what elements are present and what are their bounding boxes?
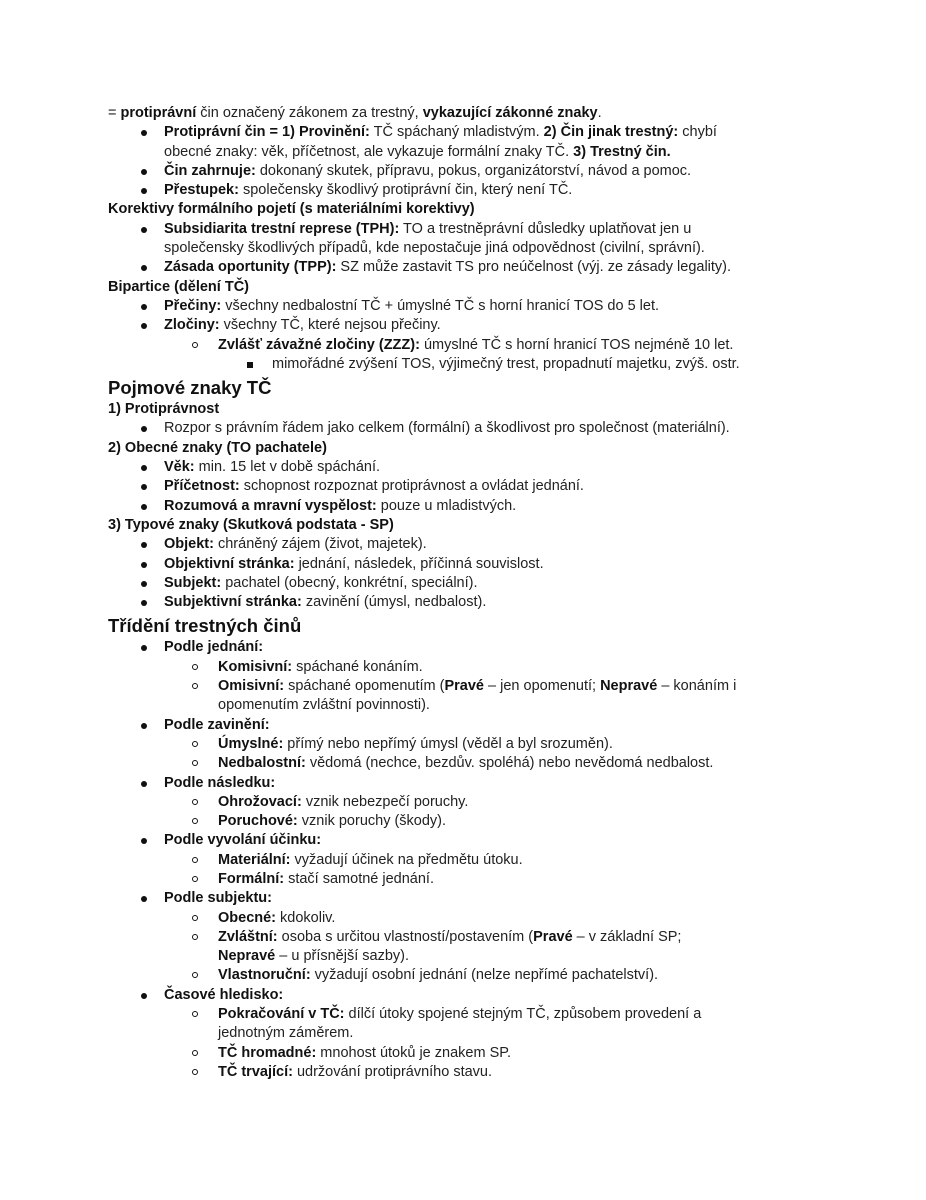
list-item xyxy=(108,458,820,477)
bold-term: Přečiny: xyxy=(164,297,222,314)
text-run: společensky škodlivých případů, kde nepostačuje jiná odpovědnost (civilní, správní). xyxy=(164,240,705,257)
text-run: spáchané konáním. xyxy=(292,658,423,675)
bold-term: Nedbalostní: xyxy=(218,755,306,772)
disc-bullet-icon xyxy=(141,993,147,999)
paragraph-line xyxy=(108,439,820,458)
bold-term: Objekt: xyxy=(164,536,214,553)
list-item-continuation xyxy=(164,239,820,258)
text-run: osoba s určitou vlastností/postavením ( xyxy=(277,928,534,945)
list-item xyxy=(108,1063,820,1082)
circle-bullet-icon xyxy=(192,741,198,747)
text-run: SZ může zastavit TS pro neúčelnost (výj. ze zásady legality). xyxy=(336,259,732,276)
bold-term: Materiální: xyxy=(218,851,291,868)
bold-term: Objektivní stránka: xyxy=(164,555,295,572)
disc-bullet-icon xyxy=(141,265,147,271)
text-run: vědomá (nechce, bezdův. spoléhá) nebo nevědomá nedbalost. xyxy=(305,755,714,772)
list-item xyxy=(108,1005,820,1044)
paragraph-line xyxy=(108,516,820,535)
list-item xyxy=(108,258,820,277)
circle-bullet-icon xyxy=(192,664,198,670)
circle-bullet-icon xyxy=(192,799,198,805)
list-item xyxy=(108,355,820,374)
disc-bullet-icon xyxy=(141,227,147,233)
text-run: dílčí útoky spojené stejným TČ, způsobem provedení a xyxy=(344,1006,702,1023)
disc-bullet-icon xyxy=(141,426,147,432)
text-run: schopnost rozpoznat protiprávnost a ovládat jednání. xyxy=(239,478,584,495)
list-item xyxy=(108,336,820,355)
list-item xyxy=(108,181,820,200)
list-item xyxy=(108,535,820,554)
circle-bullet-icon xyxy=(192,1069,198,1075)
disc-bullet-icon xyxy=(141,838,147,844)
bold-term: Rozumová a mravní vyspělost: xyxy=(164,497,377,514)
document-body xyxy=(108,104,820,1082)
text-run: vznik nebezpečí poruchy. xyxy=(301,793,469,810)
text-run: úmyslné TČ s horní hranicí TOS nejméně 10 let. xyxy=(419,336,734,353)
bold-term: Podle jednání: xyxy=(164,639,264,656)
disc-bullet-icon xyxy=(141,600,147,606)
bold-term: 1) Protiprávnost xyxy=(108,401,220,418)
bold-term: TČ hromadné: xyxy=(218,1044,317,1061)
list-item xyxy=(108,316,820,335)
circle-bullet-icon xyxy=(192,1050,198,1056)
text-run: – v základní SP; xyxy=(572,928,682,945)
list-item xyxy=(108,638,820,657)
text-run: Rozpor s právním řádem jako celkem (formální) a škodlivost pro společnost (materiální). xyxy=(164,420,730,437)
circle-bullet-icon xyxy=(192,876,198,882)
text-run: stačí samotné jednání. xyxy=(284,870,434,887)
disc-bullet-icon xyxy=(141,304,147,310)
bold-term: Úmyslné: xyxy=(218,735,284,752)
bold-term: Přestupek: xyxy=(164,182,239,199)
text-run: mimořádné zvýšení TOS, výjimečný trest, propadnutí majetku, zvýš. ostr. xyxy=(272,355,740,372)
text-run: společensky škodlivý protiprávní čin, který není TČ. xyxy=(238,182,573,199)
text-run: TČ spáchaný mladistvým. xyxy=(369,124,544,141)
bold-term: Formální: xyxy=(218,870,285,887)
text-run: = xyxy=(108,105,121,121)
disc-bullet-icon xyxy=(141,723,147,729)
bold-term: 2) Obecné znaky (TO pachatele) xyxy=(108,439,327,456)
list-item-continuation xyxy=(218,696,820,715)
list-item xyxy=(108,297,820,316)
bold-term: Ohrožovací: xyxy=(218,793,302,810)
bold-term: TČ trvající: xyxy=(218,1063,293,1080)
bold-term: vykazující zákonné znaky xyxy=(422,105,598,121)
text-run: min. 15 let v době spáchání. xyxy=(194,459,381,476)
bold-term: Subjektivní stránka: xyxy=(164,594,302,611)
bold-term: Třídění trestných činů xyxy=(108,615,302,637)
circle-bullet-icon xyxy=(192,1011,198,1017)
list-item xyxy=(108,574,820,593)
circle-bullet-icon xyxy=(192,683,198,689)
bold-term: Poruchové: xyxy=(218,813,298,830)
list-item xyxy=(108,555,820,574)
text-run: kdokoliv. xyxy=(276,909,336,926)
disc-bullet-icon xyxy=(141,542,147,548)
list-item xyxy=(108,162,820,181)
text-run: zavinění (úmysl, nedbalost). xyxy=(301,594,487,611)
bold-term: Věk: xyxy=(164,459,195,476)
list-item xyxy=(108,793,820,812)
text-run: dokonaný skutek, přípravu, pokus, organizátorství, návod a pomoc. xyxy=(255,162,692,179)
disc-bullet-icon xyxy=(141,781,147,787)
bold-term: Podle vyvolání účinku: xyxy=(164,832,322,849)
bold-term: Pravé xyxy=(533,928,573,945)
text-run: udržování protiprávního stavu. xyxy=(292,1063,493,1080)
list-item xyxy=(108,123,820,162)
bold-term: Pravé xyxy=(444,678,484,695)
square-bullet-icon xyxy=(247,362,253,368)
text-run: vyžadují osobní jednání (nelze nepřímé pachatelství). xyxy=(310,967,659,984)
bold-term: Komisivní: xyxy=(218,658,293,675)
text-run: – u přísnější sazby). xyxy=(275,948,410,965)
bold-term: Nepravé xyxy=(600,678,658,695)
text-run: . xyxy=(597,105,602,121)
list-item xyxy=(108,477,820,496)
text-run: vznik poruchy (škody). xyxy=(297,813,447,830)
disc-bullet-icon xyxy=(141,581,147,587)
list-item xyxy=(108,889,820,908)
list-item-continuation xyxy=(218,947,820,966)
bold-term: Zásada oportunity (TPP): xyxy=(164,259,337,276)
disc-bullet-icon xyxy=(141,645,147,651)
disc-bullet-icon xyxy=(141,465,147,471)
section-heading xyxy=(108,376,820,400)
text-run: jednotným záměrem. xyxy=(218,1025,354,1042)
bold-term: Podle zavinění: xyxy=(164,716,270,733)
circle-bullet-icon xyxy=(192,915,198,921)
list-item xyxy=(108,812,820,831)
bold-term: Čin zahrnuje: xyxy=(164,162,256,179)
list-item xyxy=(108,220,820,259)
list-item xyxy=(108,986,820,1005)
bold-term: Pokračování v TČ: xyxy=(218,1006,345,1023)
text-run: opomenutím zvláštní povinnosti). xyxy=(218,697,430,714)
paragraph-line xyxy=(108,104,820,123)
text-run: mnohost útoků je znakem SP. xyxy=(316,1044,512,1061)
list-item xyxy=(108,1044,820,1063)
text-run: obecné znaky: věk, příčetnost, ale vykazuje formální znaky TČ. xyxy=(164,143,574,160)
text-run: pachatel (obecný, konkrétní, speciální). xyxy=(221,574,478,591)
list-item xyxy=(108,928,820,967)
bold-term: Časové hledisko: xyxy=(164,986,284,1003)
bold-term: Vlastnoruční: xyxy=(218,967,311,984)
bold-term: Příčetnost: xyxy=(164,478,240,495)
text-run: čin označený zákonem za trestný, xyxy=(196,105,423,121)
bold-term: Podle následku: xyxy=(164,774,276,791)
bold-term: Nepravé xyxy=(218,948,276,965)
circle-bullet-icon xyxy=(192,342,198,348)
circle-bullet-icon xyxy=(192,972,198,978)
list-item xyxy=(108,716,820,735)
bold-term: 3) Trestný čin. xyxy=(573,143,671,160)
bold-term: Bipartice (dělení TČ) xyxy=(108,278,249,295)
text-run: vyžadují účinek na předmětu útoku. xyxy=(290,851,523,868)
list-item xyxy=(108,658,820,677)
disc-bullet-icon xyxy=(141,504,147,510)
text-run: všechny nedbalostní TČ + úmyslné TČ s horní hranicí TOS do 5 let. xyxy=(221,297,660,314)
text-run: spáchané opomenutím ( xyxy=(284,678,445,695)
bold-term: Zločiny: xyxy=(164,317,220,334)
bold-term: 3) Typové znaky (Skutková podstata - SP) xyxy=(108,516,394,533)
bold-term: Protiprávní čin = 1) Provinění: xyxy=(164,124,370,141)
bold-term: protiprávní xyxy=(120,105,197,121)
circle-bullet-icon xyxy=(192,818,198,824)
text-run: přímý nebo nepřímý úmysl (věděl a byl srozuměn). xyxy=(283,735,613,752)
text-run: všechny TČ, které nejsou přečiny. xyxy=(219,317,441,334)
text-run: chráněný zájem (život, majetek). xyxy=(213,536,427,553)
bold-term: Subjekt: xyxy=(164,574,222,591)
text-run: TO a trestněprávní důsledky uplatňovat jen u xyxy=(399,220,692,237)
disc-bullet-icon xyxy=(141,484,147,490)
list-item xyxy=(108,870,820,889)
bold-term: Obecné: xyxy=(218,909,277,926)
bold-term: Omisivní: xyxy=(218,678,285,695)
list-item-continuation xyxy=(164,143,820,162)
text-run: chybí xyxy=(678,124,717,141)
list-item xyxy=(108,831,820,850)
list-item xyxy=(108,774,820,793)
list-item xyxy=(108,497,820,516)
bold-term: Podle subjektu: xyxy=(164,890,272,907)
bold-term: Zvlášť závažné zločiny (ZZZ): xyxy=(218,336,420,353)
list-item xyxy=(108,754,820,773)
text-run: jednání, následek, příčinná souvislost. xyxy=(294,555,544,572)
list-item xyxy=(108,419,820,438)
circle-bullet-icon xyxy=(192,760,198,766)
list-item xyxy=(108,966,820,985)
bold-term: Subsidiarita trestní represe (TPH): xyxy=(164,220,400,237)
bold-term: Korektivy formálního pojetí (s materiálními korektivy) xyxy=(108,201,475,218)
list-item xyxy=(108,851,820,870)
text-run: pouze u mladistvých. xyxy=(376,497,517,514)
text-run: – jen opomenutí; xyxy=(484,678,601,695)
bold-term: Zvláštní: xyxy=(218,928,278,945)
paragraph-line xyxy=(108,400,820,419)
disc-bullet-icon xyxy=(141,188,147,194)
circle-bullet-icon xyxy=(192,934,198,940)
text-run: – konáním i xyxy=(657,678,737,695)
disc-bullet-icon xyxy=(141,323,147,329)
paragraph-line xyxy=(108,200,820,219)
paragraph-line xyxy=(108,278,820,297)
list-item-continuation xyxy=(218,1024,820,1043)
bold-term: 2) Čin jinak trestný: xyxy=(543,124,679,141)
disc-bullet-icon xyxy=(141,130,147,136)
list-item xyxy=(108,735,820,754)
disc-bullet-icon xyxy=(141,169,147,175)
list-item xyxy=(108,593,820,612)
bold-term: Pojmové znaky TČ xyxy=(108,377,272,399)
list-item xyxy=(108,909,820,928)
list-item xyxy=(108,677,820,716)
circle-bullet-icon xyxy=(192,857,198,863)
disc-bullet-icon xyxy=(141,896,147,902)
section-heading xyxy=(108,614,820,638)
disc-bullet-icon xyxy=(141,562,147,568)
